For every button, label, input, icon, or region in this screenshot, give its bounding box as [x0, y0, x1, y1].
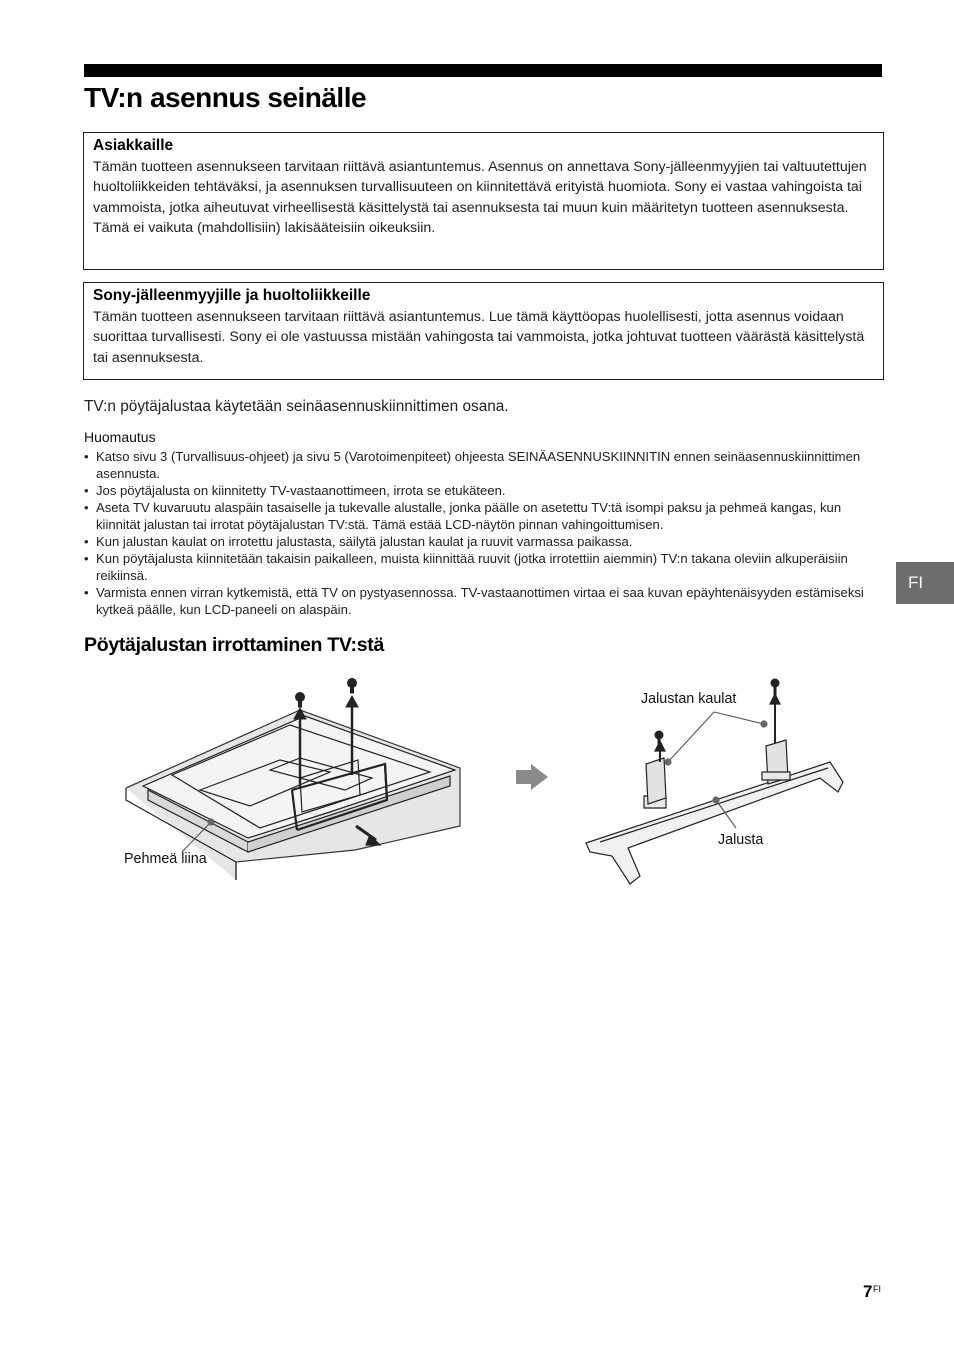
note-item: • Varmista ennen virran kytkemistä, että TV on pystyasennossa. TV-vastaanottimen virtaa ei saa kuvan epäyhtenäisyyden estämiseksi kytkeä päälle, kun LCD-paneeli on alaspäin. [84, 584, 884, 618]
page-number: 7 [863, 1282, 873, 1301]
intro-text: TV:n pöytäjalustaa käytetään seinäasennuskiinnittimen osana. [84, 398, 509, 415]
stand-and-necks-drawing [586, 694, 843, 884]
stand-label: Jalusta [718, 832, 764, 848]
soft-cloth-label: Pehmeä liina [124, 851, 207, 867]
customers-heading: Asiakkaille [93, 137, 174, 154]
note-item: • Kun jalustan kaulat on irrotettu jalustasta, säilytä jalustan kaulat ja ruuvit varmassa paikassa. [84, 533, 884, 550]
note-item: • Jos pöytäjalusta on kiinnitetty TV-vastaanottimeen, irrota se etukäteen. [84, 482, 884, 499]
dealers-text: Tämän tuotteen asennukseen tarvitaan riittävä asiantuntemus. Lue tämä käyttöopas huolellisesti, jotta asennus voidaan suorittaa turvallisesti. Sony ei ole vastuussa mistään vahingosta tai vammoista, jotka johtuvat tuotteen väärästä käsittelystä tai asennuksesta. [93, 309, 865, 366]
stand-necks-label: Jalustan kaulat [641, 691, 737, 707]
customers-text: Tämän tuotteen asennukseen tarvitaan riittävä asiantuntemus. Asennus on annettava Sony-jälleenmyyjien tai valtuutettujen huoltoliikkeiden tehtäväksi, ja asennuksen turvallisuuteen on kiinnitettävä erityistä huomiota. Sony ei vastaa vahingoista tai vammoista, jotka aiheutuvat virheellisestä käsittelystä tai asennuksesta tai muun kuin määritetyn tuotteen asennuksesta. Tämä ei vaikuta (mahdollisiin) lakisääteisiin oikeuksiin. [93, 159, 867, 236]
note-item: • Katso sivu 3 (Turvallisuus-ohjeet) ja sivu 5 (Varotoimenpiteet) ohjeesta SEINÄASENNUSKIINNITIN ennen seinäasennuskiinnittimen asennusta. [84, 448, 884, 482]
section-title: Pöytäjalustan irrottaminen TV:stä [84, 634, 385, 656]
notes-title: Huomautus [84, 429, 156, 445]
page-number-suffix: FI [873, 1284, 881, 1294]
dealers-heading: Sony-jälleenmyyjille ja huoltoliikkeille [93, 287, 371, 304]
page-title: TV:n asennus seinälle [84, 82, 367, 113]
right-arrow-icon [516, 764, 548, 790]
language-tab: FI [896, 562, 954, 604]
note-item: • Aseta TV kuvaruutu alaspäin tasaiselle ja tukevalle alustalle, jonka päälle on asetettu TV:tä isompi paksu ja pehmeä kangas, kun kiinnität jalustan tai irrotat pöytäjalustan TV:stä. Tämä estää LCD-näytön pinnan vahingoittumisen. [84, 499, 884, 533]
note-item: • Kun pöytäjalusta kiinnitetään takaisin paikalleen, muista kiinnittää ruuvit (jotka irrotettiin aiemmin) TV:n takana oleviin alkuperäisiin reikiinsä. [84, 550, 884, 584]
